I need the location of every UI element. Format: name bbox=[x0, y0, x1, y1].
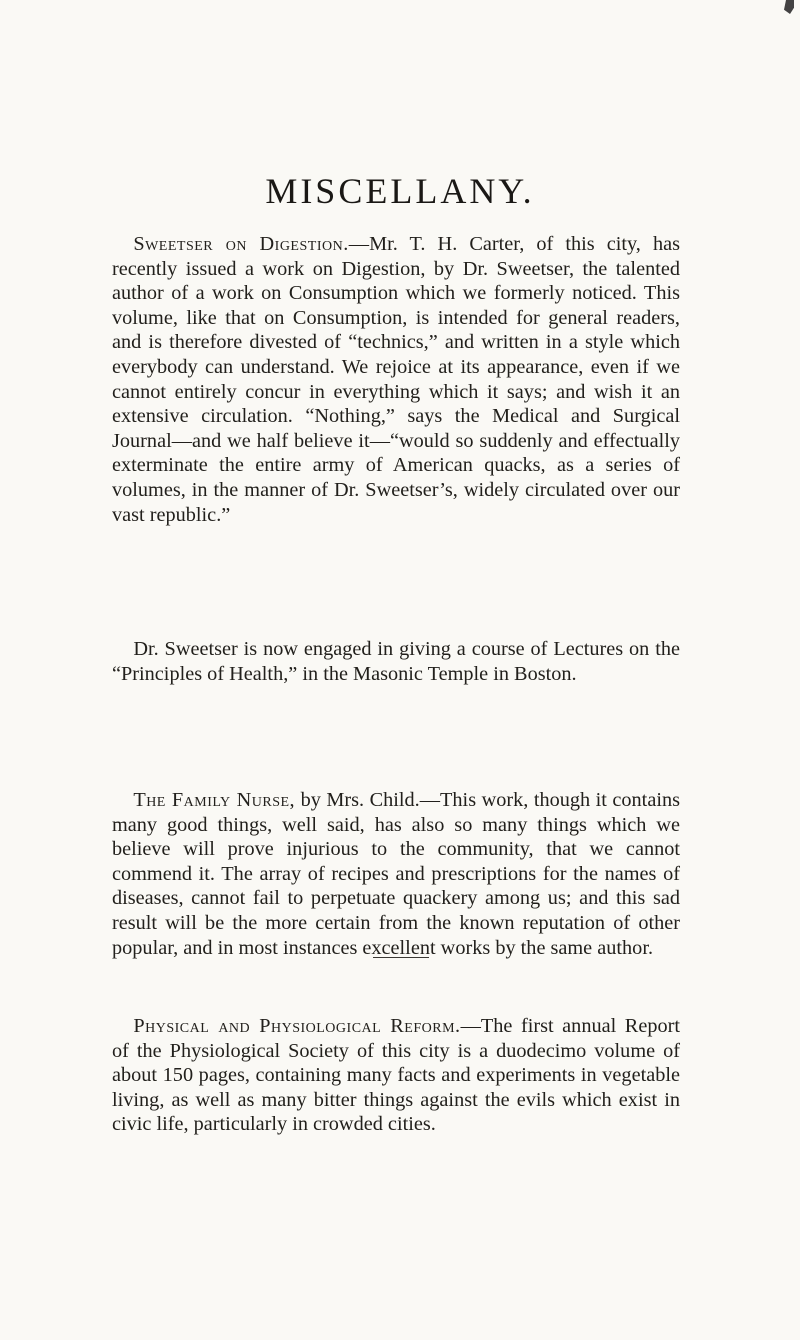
article-physiological-reform bbox=[112, 1014, 680, 1137]
article-heading: Sweetser on Digestion. bbox=[133, 233, 349, 255]
article-family-nurse bbox=[112, 788, 680, 960]
article-body: Dr. Sweetser is now engaged in giving a course of Lectures on the “Principles of Health,” in the Masonic Temple in Boston. bbox=[112, 638, 680, 685]
article-body: by Mrs. Child.—This work, though it contains many good things, well said, has also so many things which we believe will prove injurious to the community, that we cannot commend it. The array of recipes and prescriptions for the names of diseases, cannot fail to perpetuate quackery among us; and this sad result will be the more certain from the known reputation of other popular, and in most instances excellent works by the same author. bbox=[112, 789, 680, 959]
article-paragraph bbox=[112, 1014, 680, 1137]
page-title: MISCELLANY. bbox=[265, 171, 535, 211]
article-heading: The Family Nurse, bbox=[133, 789, 296, 811]
page-corner-mark bbox=[784, 0, 794, 14]
article-paragraph bbox=[112, 637, 680, 686]
article-sweetser-digestion bbox=[112, 232, 680, 527]
article-heading: Physical and Physiological Reform. bbox=[133, 1015, 461, 1037]
article-body: —Mr. T. H. Carter, of this city, has recently issued a work on Digestion, by Dr. Sweetser, the talented author of a work on Consumption which we formerly noticed. This volume, like that on Consumption, is intended for general readers, and is therefore divested of “technics,” and written in a style which everybody can understand. We rejoice at its appearance, even if we cannot entirely concur in everything which it says; and wish it an extensive circulation. “Nothing,” says the Medical and Surgical Journal—and we half believe it—“would so suddenly and effectually exterminate the entire army of American quacks, as a series of volumes, in the manner of Dr. Sweetser’s, widely circulated over our vast republic.” bbox=[112, 233, 680, 526]
article-sweetser-lectures bbox=[112, 637, 680, 686]
article-paragraph bbox=[112, 788, 680, 960]
article-body: —The first annual Report of the Physiological Society of this city is a duodecimo volume of about 150 pages, containing many facts and experiments in vegetable living, as well as many bitter things against the evils which exist in civic life, particularly in crowded cities. bbox=[112, 1015, 680, 1136]
section-divider bbox=[373, 957, 429, 958]
article-paragraph bbox=[112, 232, 680, 527]
